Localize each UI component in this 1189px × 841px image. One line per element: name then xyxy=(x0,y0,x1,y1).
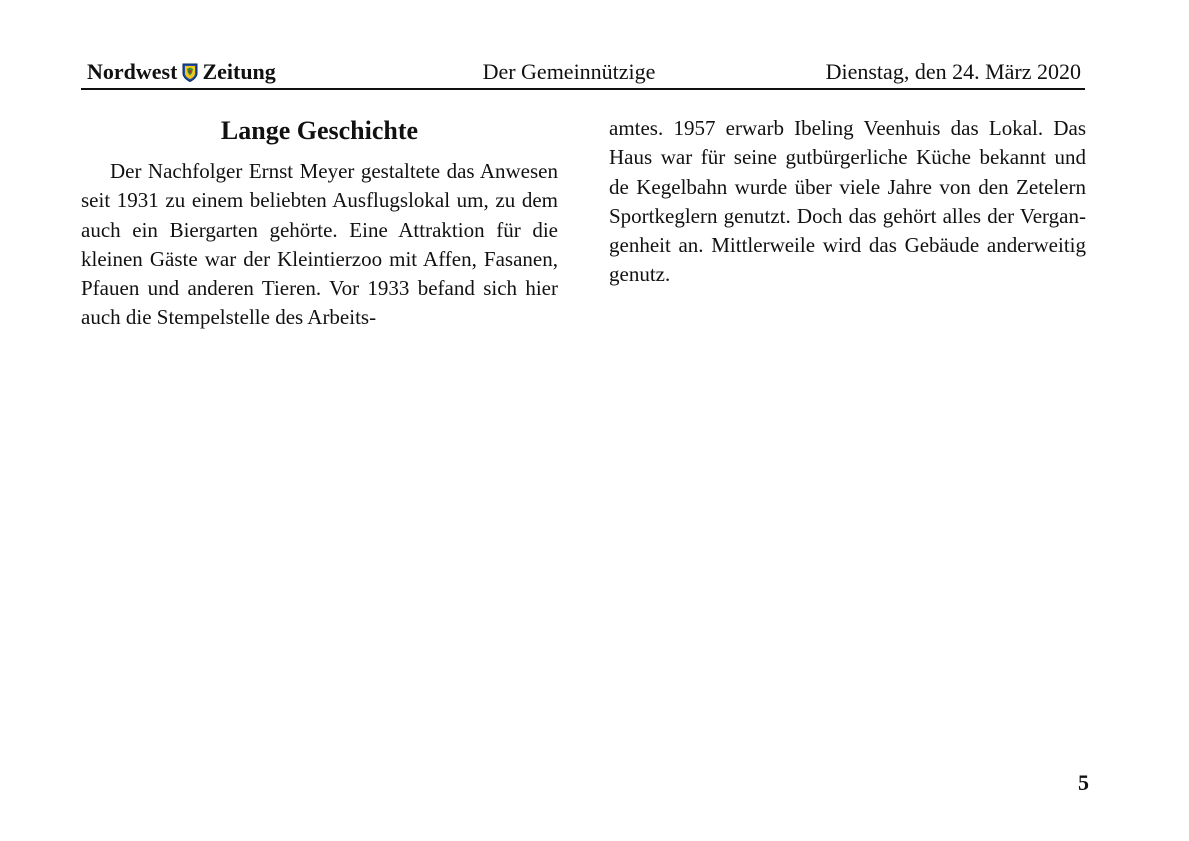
issue-title: Der Gemeinnützige xyxy=(482,59,656,84)
issue-date: Dienstag, den 24. März 2020 xyxy=(825,59,1081,84)
article-paragraph-left: Der Nachfolger Ernst Meyer gestaltete das Anwesen seit 1931 zu einem beliebten Ausflugslokal um, zu dem auch ein Biergarten gehörte. Eine Attraktion für die kleinen Gäste war der Kleintierzoo mit Affen, Fasanen, Pfauen und anderen Tieren. Vor 1933 befand sich hier auch die Stempelstelle des Arbeits- xyxy=(81,159,558,330)
brand-name-left: Nordwest xyxy=(87,59,178,84)
right-column xyxy=(609,114,1086,290)
brand-name-right: Zeitung xyxy=(202,59,276,84)
article-paragraph-right: amtes. 1957 erwarb Ibeling Veenhuis das Lokal. Das Haus war für seine gutbürgerliche Küche bekannt und de Kegelbahn wurde über viele Jahre von den Zetelern Sportkeglern genutzt. Doch das gehört alles der Vergangenheit an. Mittlerweile wird das Gebäude anderweitig genutz. xyxy=(609,116,1086,287)
left-column xyxy=(81,112,558,333)
page-header xyxy=(81,56,1085,90)
page-number: 5 xyxy=(1078,770,1089,795)
article-headline: Lange Geschichte xyxy=(220,116,419,145)
